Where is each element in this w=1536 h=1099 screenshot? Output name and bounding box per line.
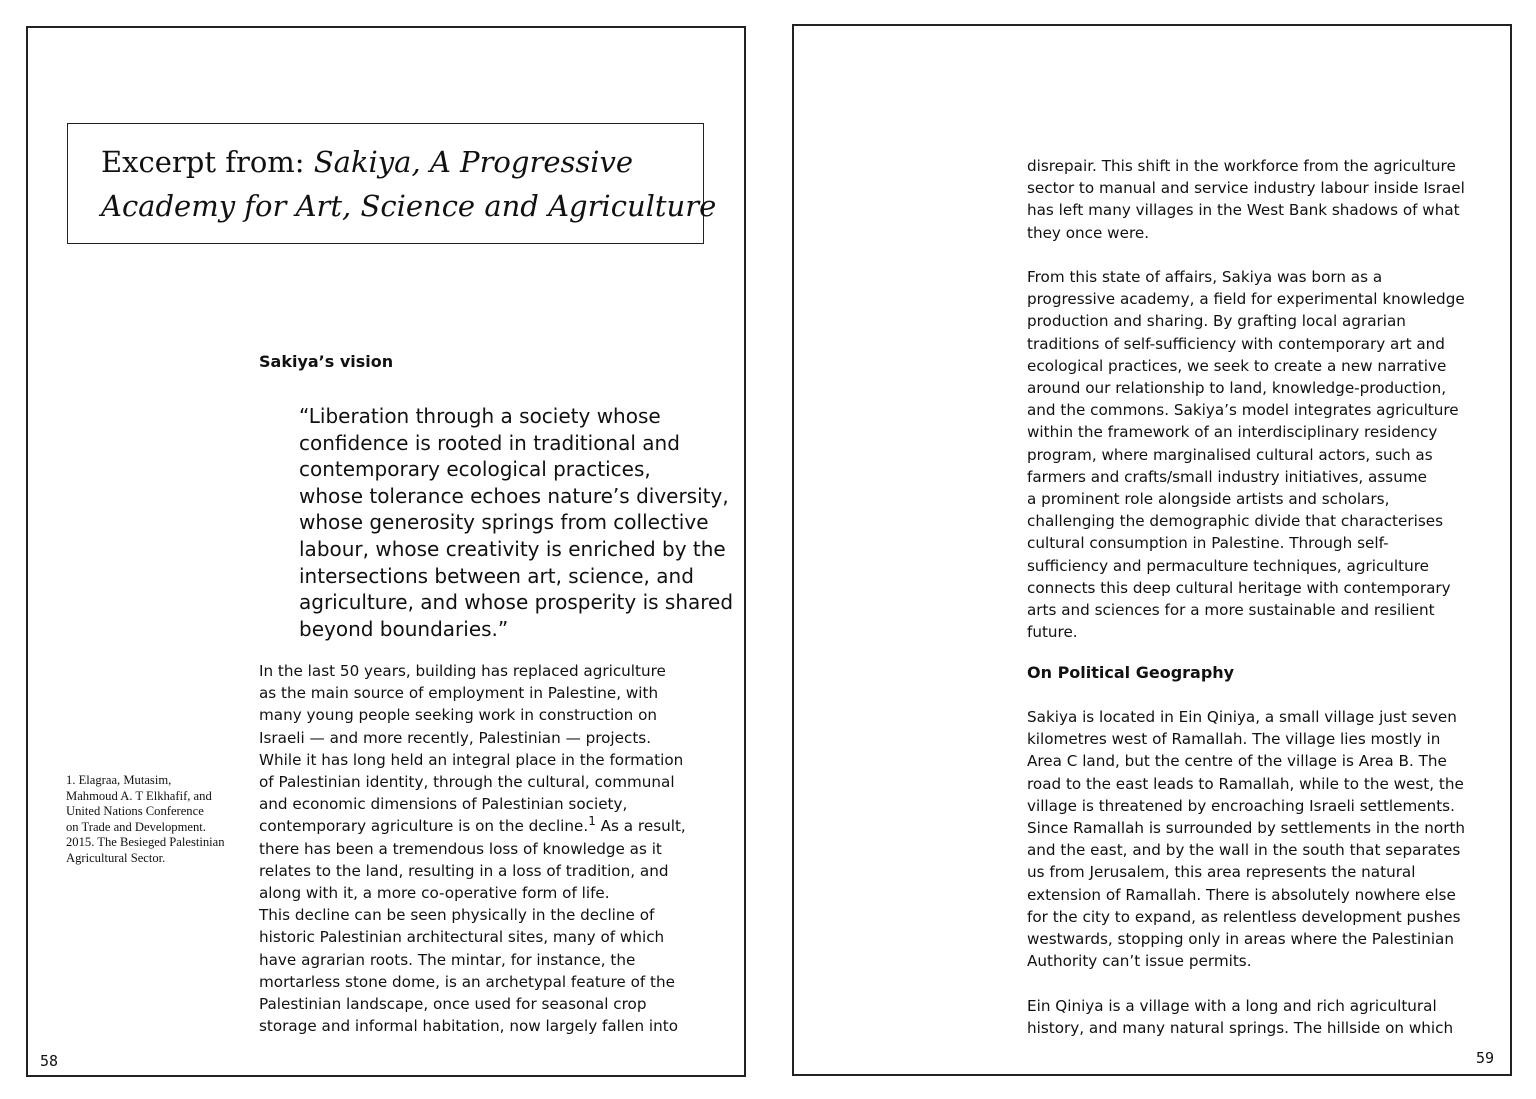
body-line: village is threatened by encroaching Israeli settlements. [1027,796,1455,815]
body-line: Israeli — and more recently, Palestinian — projects. [259,728,652,747]
body-line: Authority can’t issue permits. [1027,952,1252,971]
body-line: historic Palestinian architectural sites, many of which [259,928,665,947]
body-line: us from Jerusalem, this area represents the natural [1027,863,1416,882]
body-line: progressive academy, a field for experimental knowledge [1027,290,1465,309]
body-line: program, where marginalised cultural actors, such as [1027,445,1433,464]
body-line: and economic dimensions of Palestinian society, [259,795,628,814]
body-line: From this state of affairs, Sakiya was born as a [1027,268,1383,286]
quote-line: labour, whose creativity is enriched by the [299,536,726,561]
vision-heading: Sakiya’s vision [259,352,394,371]
body-line: sector to manual and service industry labour inside Israel [1027,179,1465,198]
paragraph-academy [1027,266,1465,643]
paragraph-location [1027,706,1465,972]
body-line-with-footnote: contemporary agriculture is on the decline.$^1$ As a result, [259,814,686,836]
body-line: disrepair. This shift in the workforce from the agriculture [1027,157,1456,175]
body-line: and the commons. Sakiya’s model integrates agriculture [1027,401,1459,420]
excerpt-title-box [67,123,717,244]
body-line: road to the east leads to Ramallah, while to the west, the [1027,774,1464,793]
title-line-1: Excerpt from: Sakiya, A Progressive [101,145,634,179]
body-line: cultural consumption in Palestine. Through self- [1027,534,1389,553]
body-line: mortarless stone dome, is an archetypal feature of the [259,972,675,991]
political-geography-heading: On Political Geography [1027,663,1235,682]
body-line: Since Ramallah is surrounded by settlements in the north [1027,819,1466,838]
body-line: In the last 50 years, building has replaced agriculture [259,662,666,680]
body-line: farmers and crafts/small industry initiatives, assume [1027,467,1427,486]
footnote-line: United Nations Conference [66,804,204,819]
quote-line: whose tolerance echoes nature’s diversity, [299,483,729,508]
body-line: Sakiya is located in Ein Qiniya, a small village just seven [1027,708,1457,726]
right-page [792,24,1512,1076]
body-line: as the main source of employment in Palestine, with [259,684,659,703]
quote-line: agriculture, and whose prosperity is shared [299,590,734,615]
footnote-line: 2015. The Besieged Palestinian [66,835,225,850]
footnote-line: Agricultural Sector. [66,850,166,865]
right-body-top [1027,155,1465,643]
body-line: arts and sciences for a more sustainable and resilient [1027,601,1435,620]
body-line: within the framework of an interdisciplinary residency [1027,423,1438,442]
body-line: for the city to expand, as relentless development pushes [1027,907,1461,926]
body-line: extension of Ramallah. There is absolutely nowhere else [1027,885,1456,904]
body-line: has left many villages in the West Bank shadows of what [1027,201,1460,220]
body-line: storage and informal habitation, now largely fallen into [259,1017,679,1036]
body-line: While it has long held an integral place in the formation [259,750,684,769]
footnote-line: 1. Elagraa, Mutasim, [66,773,172,787]
quote-line: contemporary ecological practices, [299,457,651,482]
footnote-line: on Trade and Development. [66,819,206,834]
body-line: kilometres west of Ramallah. The village lies mostly in [1027,730,1441,749]
body-line: traditions of self-sufficiency with contemporary art and [1027,334,1445,353]
body-line: they once were. [1027,223,1150,242]
body-line: relates to the land, resulting in a loss of tradition, and [259,861,669,880]
quote-line: beyond boundaries.” [299,616,509,641]
left-page [26,26,746,1077]
body-line: westwards, stopping only in areas where the Palestinian [1027,930,1454,949]
quote-line: intersections between art, science, and [299,563,694,588]
quote-line: confidence is rooted in traditional and [299,430,680,455]
footnote-line: Mahmoud A. T Elkhafif, and [66,788,212,803]
page-number-left: 58 [40,1052,59,1070]
paragraph-history [1027,995,1465,1039]
paragraph-workforce [1027,155,1465,244]
body-line: around our relationship to land, knowledge-production, [1027,379,1447,398]
body-line: connects this deep cultural heritage with contemporary [1027,578,1451,597]
vision-quote [299,403,733,642]
body-line: This decline can be seen physically in the decline of [259,906,655,925]
page-number-right: 59 [1476,1049,1495,1067]
body-line: of Palestinian identity, through the cultural, communal [259,773,675,792]
body-line: future. [1027,623,1078,642]
body-line: history, and many natural springs. The hillside on which [1027,1018,1454,1037]
body-line: along with it, a more co-operative form of life. [259,884,610,903]
footnote [66,773,246,867]
body-line: production and sharing. By grafting local agrarian [1027,312,1406,331]
right-body-bottom [1027,706,1465,1039]
body-line: Area C land, but the centre of the village is Area B. The [1027,752,1447,771]
body-line: Ein Qiniya is a village with a long and rich agricultural [1027,996,1437,1015]
body-line: there has been a tremendous loss of knowledge as it [259,839,662,858]
body-line: and the east, and by the wall in the south that separates [1027,841,1461,860]
body-line: a prominent role alongside artists and scholars, [1027,490,1390,509]
body-line: sufficiency and permaculture techniques, agriculture [1027,556,1429,575]
body-line: ecological practices, we seek to create a new narrative [1027,356,1447,375]
body-line: challenging the demographic divide that characterises [1027,512,1443,531]
quote-line: “Liberation through a society whose [299,404,661,428]
left-body-text [259,660,686,1037]
quote-line: whose generosity springs from collective [299,510,709,535]
title-line-2: Academy for Art, Science and Agriculture [101,189,717,223]
body-line: Palestinian landscape, once used for seasonal crop [259,995,647,1014]
body-line: have agrarian roots. The mintar, for instance, the [259,950,636,969]
body-line: many young people seeking work in construction on [259,706,658,725]
footnote-marker: 1 [588,814,596,829]
